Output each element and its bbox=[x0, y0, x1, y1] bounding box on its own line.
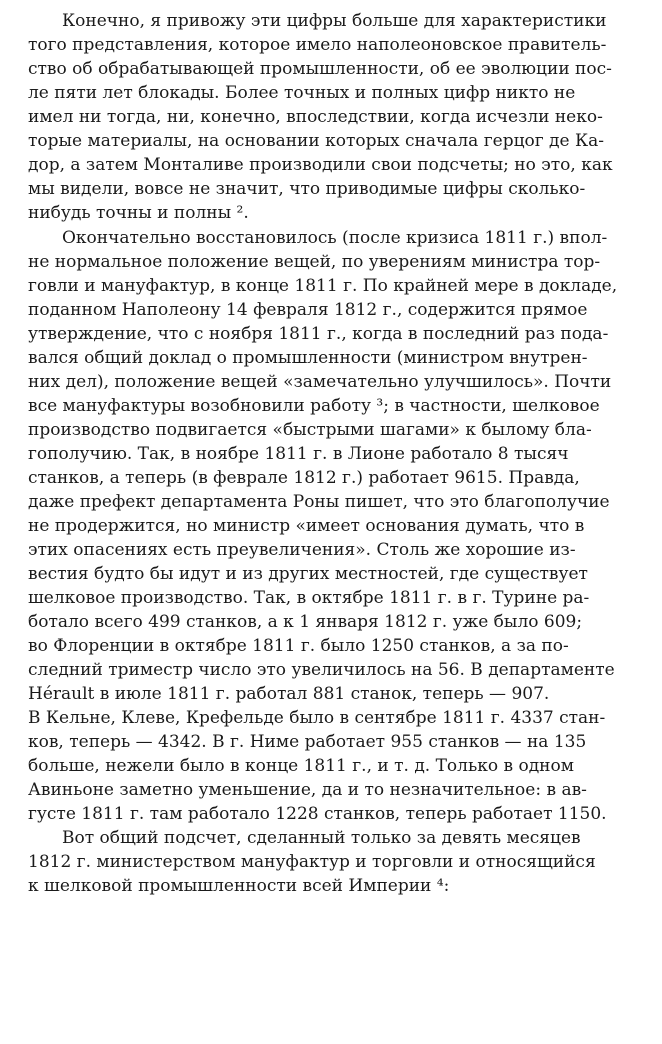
text-line: утверждение, что с ноября 1811 г., когда в последний раз пода- bbox=[28, 324, 609, 344]
text-line: Авиньоне заметно уменьшение, да и то незначительное: в ав- bbox=[28, 780, 587, 800]
text-line: Вот общий подсчет, сделанный только за девять месяцев bbox=[62, 828, 581, 848]
text-line: густе 1811 г. там работало 1228 станков, теперь работает 1150. bbox=[28, 804, 607, 824]
text-line: к шелковой промышленности всей Империи ⁴: bbox=[28, 876, 450, 896]
text-line: дор, а затем Монталиве производили свои подсчеты; но это, как bbox=[28, 155, 613, 175]
text-line: шелковое производство. Так, в октябре 1811 г. в г. Турине ра- bbox=[28, 588, 590, 608]
text-line: Окончательно восстановилось (после кризиса 1811 г.) впол- bbox=[62, 228, 608, 248]
text-line: все мануфактуры возобновили работу ³; в частности, шелковое bbox=[28, 396, 600, 416]
text-line: Конечно, я привожу эти цифры больше для характеристики bbox=[62, 11, 607, 31]
text-line: не продержится, но министр «имеет основания думать, что в bbox=[28, 516, 585, 536]
text-line: В Кельне, Клеве, Крефельде было в сентябре 1811 г. 4337 стан- bbox=[28, 708, 606, 728]
text-line: ков, теперь — 4342. В г. Ниме работает 955 станков — на 135 bbox=[28, 732, 587, 752]
text-line: больше, нежели было в конце 1811 г., и т. д. Только в одном bbox=[28, 756, 574, 776]
text-line: не нормальное положение вещей, по уверениям министра тор- bbox=[28, 252, 601, 272]
text-line: даже префект департамента Роны пишет, что это благополучие bbox=[28, 492, 610, 512]
text-line: ботало всего 499 станков, а к 1 января 1812 г. уже было 609; bbox=[28, 612, 583, 632]
silk-industry-table bbox=[105, 780, 645, 943]
text-line: того представления, которое имело наполеоновское правитель- bbox=[28, 35, 607, 55]
text-line: торые материалы, на основании которых сначала герцог де Ка- bbox=[28, 131, 605, 151]
text-line: вался общий доклад о промышленности (министром внутрен- bbox=[28, 348, 588, 368]
text-line: поданном Наполеону 14 февраля 1812 г., содержится прямое bbox=[28, 300, 588, 320]
text-line: следний триместр число это увеличилось на 56. В департаменте bbox=[28, 660, 615, 680]
text-line: ство об обрабатывающей промышленности, об ее эволюции пос- bbox=[28, 59, 612, 79]
text-line: станков, а теперь (в феврале 1812 г.) работает 9615. Правда, bbox=[28, 468, 580, 488]
text-line: мы видели, вовсе не значит, что приводимые цифры сколько- bbox=[28, 179, 586, 199]
text-line: нибудь точны и полны ². bbox=[28, 203, 249, 223]
text-line: во Флоренции в октябре 1811 г. было 1250 станков, а за по- bbox=[28, 636, 569, 656]
text-line: гополучию. Так, в ноябре 1811 г. в Лионе работало 8 тысяч bbox=[28, 444, 569, 464]
text-line: говли и мануфактур, в конце 1811 г. По крайней мере в докладе, bbox=[28, 276, 618, 296]
text-line: 1812 г. министерством мануфактур и торговли и относящийся bbox=[28, 852, 596, 872]
text-line: них дел), положение вещей «замечательно улучшилось». Почти bbox=[28, 372, 612, 392]
text-line: имел ни тогда, ни, конечно, впоследствии, когда исчезли неко- bbox=[28, 107, 603, 127]
text-line: производство подвигается «быстрыми шагами» к былому бла- bbox=[28, 420, 592, 440]
text-line: ле пяти лет блокады. Более точных и полных цифр никто не bbox=[28, 83, 576, 103]
text-line: вестия будто бы идут и из других местностей, где существует bbox=[28, 564, 588, 584]
text-line: Hérault в июле 1811 г. работал 881 станок, теперь — 907. bbox=[28, 684, 550, 704]
text-line: этих опасениях есть преувеличения». Столь же хорошие из- bbox=[28, 540, 576, 560]
